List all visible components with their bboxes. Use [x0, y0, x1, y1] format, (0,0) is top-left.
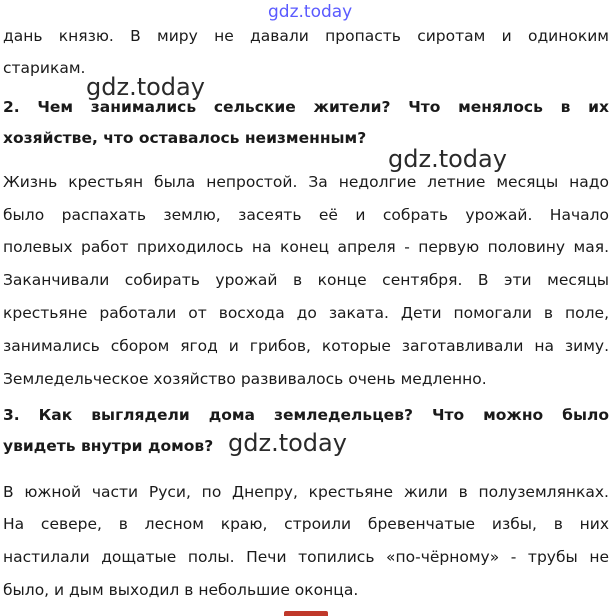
text-line: старикам. — [3, 59, 86, 77]
text-line: было распахать землю, засеять её и собрать урожай. Начало — [3, 206, 609, 224]
text-line: дань князю. В миру не давали пропасть сиротам и одиноким — [3, 27, 609, 45]
text-line: полевых работ приходилось на конец апреля - первую половину мая. — [3, 238, 609, 256]
text-line: было, и дым выходил в небольшие оконца. — [3, 581, 359, 599]
watermark: gdz.today — [86, 73, 205, 101]
text-line: Земледельческое хозяйство развивалось очень медленно. — [3, 370, 487, 388]
watermark: gdz.today — [228, 429, 347, 457]
watermark-top: gdz.today — [268, 2, 353, 22]
question-heading: увидеть внутри домов? — [3, 437, 214, 455]
text-line: Заканчивали собирать урожай в конце сентября. В эти месяцы — [3, 271, 609, 289]
question-heading: 3. Как выглядели дома земледельцев? Что можно было — [3, 406, 609, 424]
text-line: занимались сбором ягод и грибов, которые заготавливали на зиму. — [3, 337, 609, 355]
question-heading: 2. Чем занимались сельские жители? Что менялось в их — [3, 98, 609, 116]
text-line: На севере, в лесном краю, строили бревенчатые избы, в них — [3, 515, 609, 533]
text-line: крестьяне работали от восхода до заката. Дети помогали в поле, — [3, 304, 609, 322]
text-line: настилали дощатые полы. Печи топились «по-чёрному» - трубы не — [3, 548, 609, 566]
page-edge-tab — [284, 611, 328, 616]
text-line: В южной части Руси, по Днепру, крестьяне жили в полуземлянках. — [3, 483, 609, 501]
watermark: gdz.today — [388, 145, 507, 173]
question-heading: хозяйстве, что оставалось неизменным? — [3, 129, 367, 147]
text-line: Жизнь крестьян была непростой. За недолгие летние месяцы надо — [3, 173, 609, 191]
